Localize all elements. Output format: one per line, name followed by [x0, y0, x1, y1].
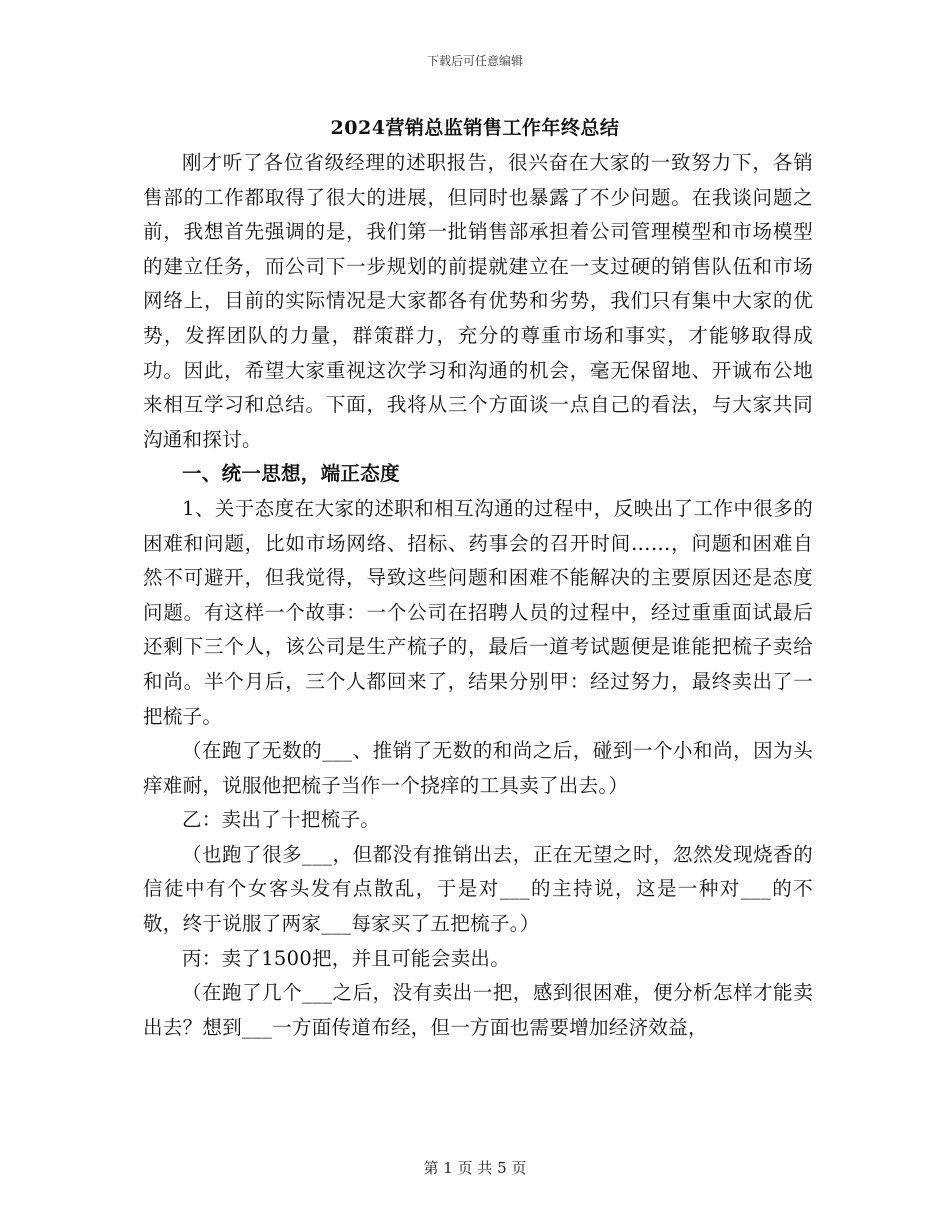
section-heading-1: 一、统一思想，端正态度: [182, 462, 400, 486]
paragraph-bing: 丙：卖了1500把，并且可能会卖出。: [182, 946, 511, 970]
document-title: 2024营销总监销售工作年终总结: [330, 117, 620, 139]
page-footer-pagination: 第 1 页 共 5 页: [423, 1159, 527, 1177]
paragraph-yi-detail: （也跑了很多___，但都没有推销出去，正在无望之时，忽然发现烧香的信徒中有个女客头发有点散乱，于是对___的主持说，这是一种对___的不敬，终于说服了两家___每家买了五把梳子。）: [143, 842, 813, 936]
paragraph-jia-detail: （在跑了无数的___、推销了无数的和尚之后，碰到一个小和尚，因为头痒难耐，说服他把梳子当作一个挠痒的工具卖了出去。）: [143, 739, 813, 797]
paragraph-yi: 乙：卖出了十把梳子。: [182, 808, 381, 832]
document-body: [143, 146, 813, 1045]
paragraph-bing-detail: （在跑了几个___之后，没有卖出一把，感到很困难，便分析怎样才能卖出去？想到___一方面传道布经，但一方面也需要增加经济效益，: [143, 981, 813, 1039]
paragraph-attitude: 1、关于态度在大家的述职和相互沟通的过程中，反映出了工作中很多的困难和问题，比如市场网络、招标、药事会的召开时间……，问题和困难自然不可避开，但我觉得，导致这些问题和困难不能解决的主要原因还是态度问题。有这样一个故事：一个公司在招聘人员的过程中，经过重重面试最后还剩下三个人，该公司是生产梳子的，最后一道考试题便是谁能把梳子卖给和尚。半个月后，三个人都回来了，结果分别甲：经过努力，最终卖出了一把梳子。: [143, 496, 813, 728]
page-header-note: 下载后可任意编辑: [426, 54, 523, 68]
paragraph-intro: 刚才听了各位省级经理的述职报告，很兴奋在大家的一致努力下，各销售部的工作都取得了很大的进展，但同时也暴露了不少问题。在我谈问题之前，我想首先强调的是，我们第一批销售部承担着公司管理模型和市场模型的建立任务，而公司下一步规划的前提就建立在一支过硬的销售队伍和市场网络上，目前的实际情况是大家都各有优势和劣势，我们只有集中大家的优势，发挥团队的力量，群策群力，充分的尊重市场和事实，才能够取得成功。因此，希望大家重视这次学习和沟通的机会，毫无保留地、开诚布公地来相互学习和总结。下面，我将从三个方面谈一点自己的看法，与大家共同沟通和探讨。: [143, 151, 813, 451]
